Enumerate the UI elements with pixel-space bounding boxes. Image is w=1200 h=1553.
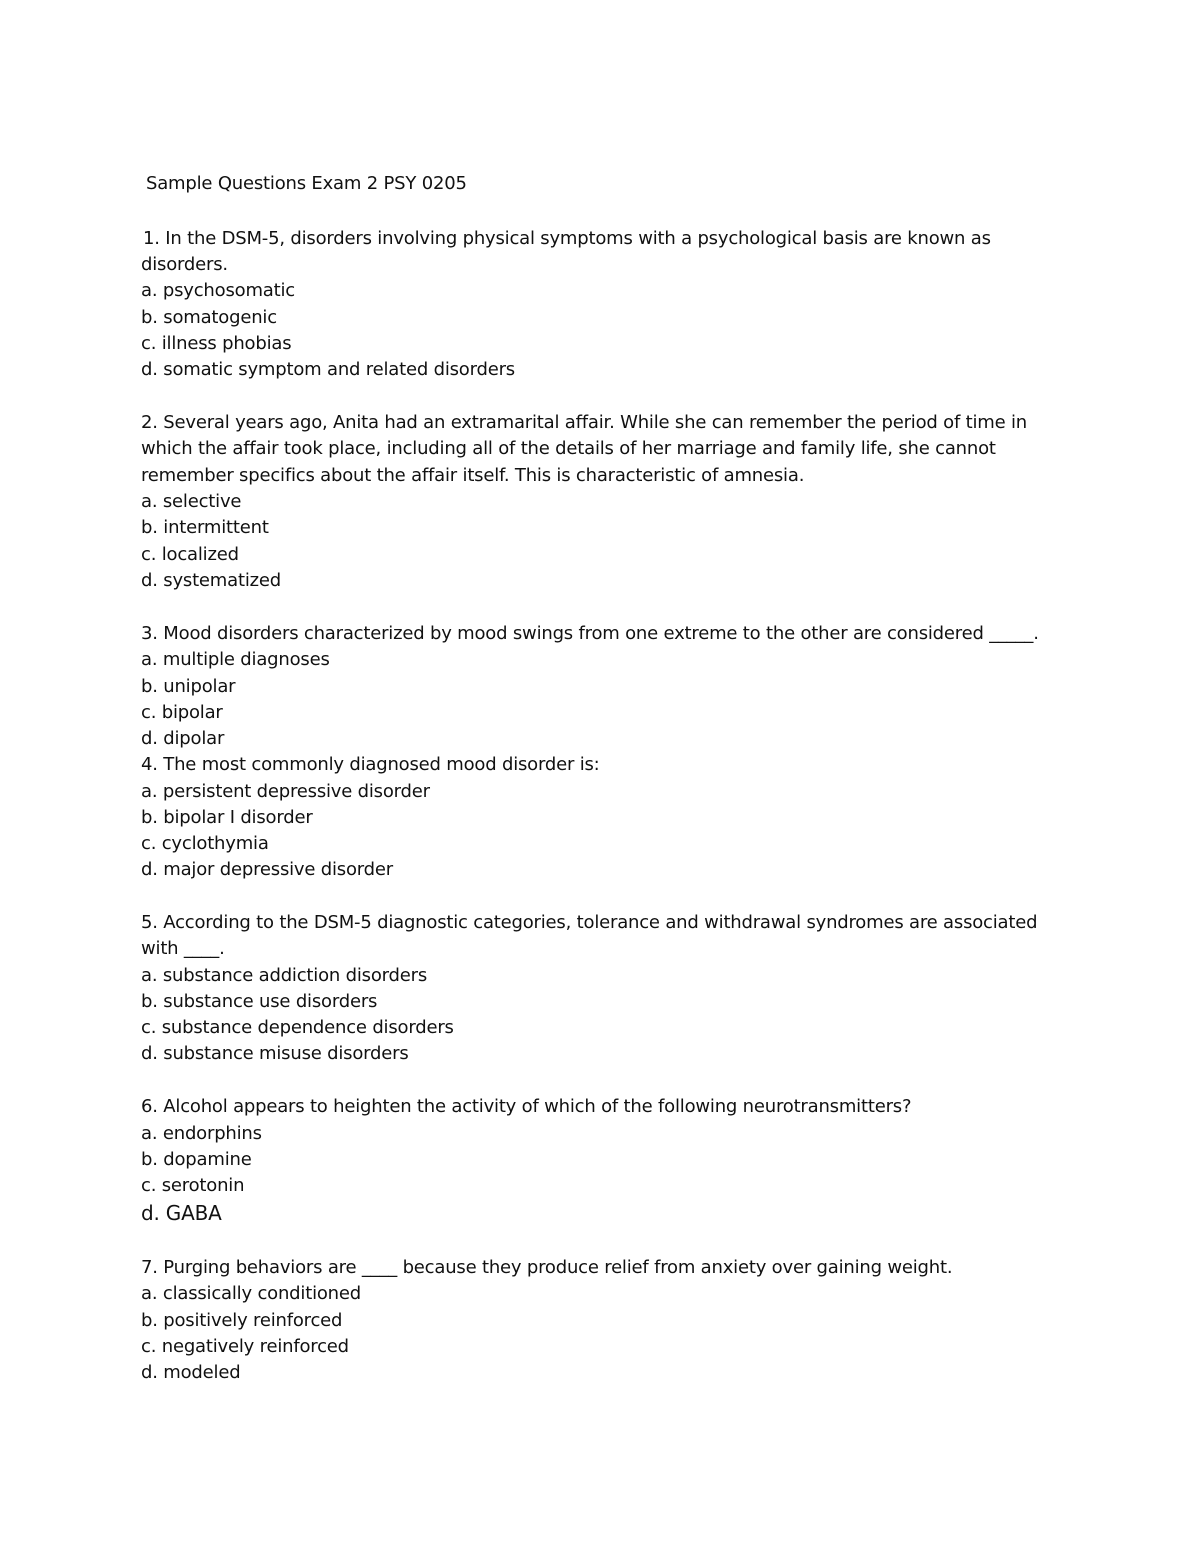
question-1-option-b: b. somatogenic: [141, 307, 277, 328]
question-6-text-line-1: 6. Alcohol appears to heighten the activity of which of the following neurotransmitters?: [141, 1096, 912, 1117]
question-4-option-d: d. major depressive disorder: [141, 859, 393, 880]
question-2-option-a: a. selective: [141, 491, 242, 512]
question-4-text-line-1: 4. The most commonly diagnosed mood disorder is:: [141, 754, 600, 775]
question-6-option-d: d. GABA: [141, 1201, 222, 1225]
question-5-text-line-2: with ____.: [141, 938, 225, 959]
question-7-option-b: b. positively reinforced: [141, 1310, 343, 1331]
question-5-text-line-1: 5. According to the DSM-5 diagnostic categories, tolerance and withdrawal syndromes are associated: [141, 912, 1038, 933]
question-3-text-line-1: 3. Mood disorders characterized by mood swings from one extreme to the other are considered _____.: [141, 623, 1039, 644]
question-1-option-a: a. psychosomatic: [141, 280, 295, 301]
question-2-option-d: d. systematized: [141, 570, 281, 591]
question-2-option-b: b. intermittent: [141, 517, 269, 538]
question-6-option-a: a. endorphins: [141, 1123, 262, 1144]
question-3-option-a: a. multiple diagnoses: [141, 649, 330, 670]
question-2-text-line-2: which the affair took place, including all of the details of her marriage and family life, she cannot: [141, 438, 996, 459]
question-5-option-b: b. substance use disorders: [141, 991, 378, 1012]
question-2-text-line-3: remember specifics about the affair itself. This is characteristic of amnesia.: [141, 465, 805, 486]
question-4-option-b: b. bipolar I disorder: [141, 807, 313, 828]
question-7-text-line-1: 7. Purging behaviors are ____ because they produce relief from anxiety over gaining weight.: [141, 1257, 953, 1278]
question-6-option-b: b. dopamine: [141, 1149, 252, 1170]
question-3-option-d: d. dipolar: [141, 728, 225, 749]
question-4-option-c: c. cyclothymia: [141, 833, 269, 854]
question-1-text-line-2: disorders.: [141, 254, 228, 275]
question-2-text-line-1: 2. Several years ago, Anita had an extramarital affair. While she can remember the period of time in: [141, 412, 1028, 433]
question-3-option-c: c. bipolar: [141, 702, 223, 723]
question-1-option-c: c. illness phobias: [141, 333, 292, 354]
question-5-option-a: a. substance addiction disorders: [141, 965, 428, 986]
question-7-option-d: d. modeled: [141, 1362, 241, 1383]
question-3-option-b: b. unipolar: [141, 676, 236, 697]
question-2-option-c: c. localized: [141, 544, 239, 565]
question-4-option-a: a. persistent depressive disorder: [141, 781, 430, 802]
question-6-option-c: c. serotonin: [141, 1175, 245, 1196]
question-7-option-a: a. classically conditioned: [141, 1283, 361, 1304]
question-5-option-c: c. substance dependence disorders: [141, 1017, 454, 1038]
question-1-text-line-1: 1. In the DSM-5, disorders involving physical symptoms with a psychological basis are known as: [143, 228, 991, 249]
question-7-option-c: c. negatively reinforced: [141, 1336, 349, 1357]
question-1-option-d: d. somatic symptom and related disorders: [141, 359, 515, 380]
question-5-option-d: d. substance misuse disorders: [141, 1043, 409, 1064]
document-title: Sample Questions Exam 2 PSY 0205: [146, 173, 467, 194]
